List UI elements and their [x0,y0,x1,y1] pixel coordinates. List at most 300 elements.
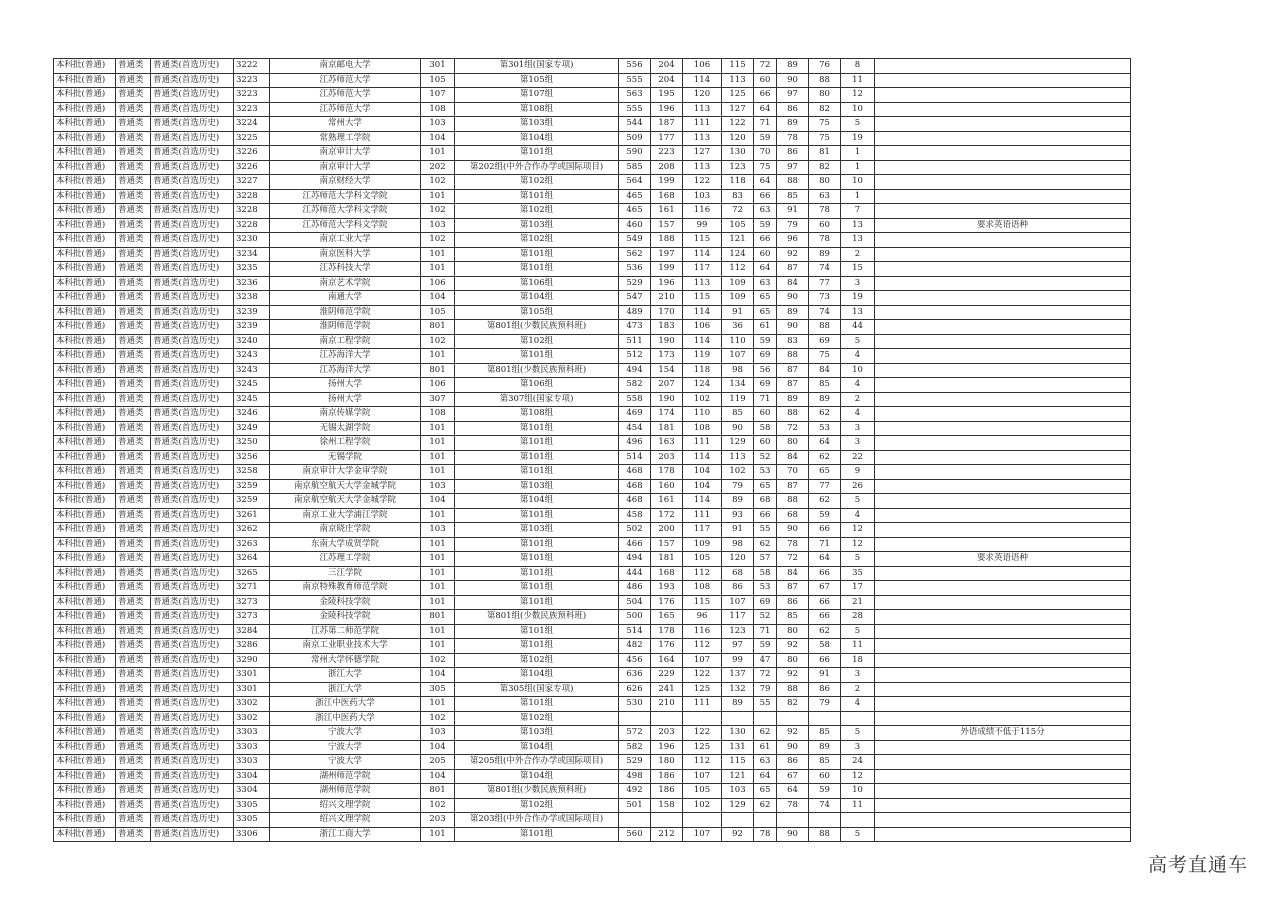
cell-c6 [809,711,841,726]
cell-group_name: 第105组 [455,73,619,88]
cell-c1: 204 [651,73,683,88]
cell-category: 普通类 [116,392,151,407]
cell-n: 4 [841,378,875,393]
cell-c2: 113 [683,160,722,175]
cell-c5: 78 [777,537,809,552]
cell-c2: 107 [683,827,722,842]
cell-n: 10 [841,102,875,117]
cell-note [875,160,1131,175]
cell-batch: 本科批(普通) [54,218,116,233]
cell-category: 普通类 [116,146,151,161]
cell-c6: 88 [809,827,841,842]
cell-subject: 普通类(首选历史) [151,276,234,291]
cell-group_code: 104 [421,740,455,755]
cell-c3: 107 [722,349,754,364]
cell-school: 常州大学 [270,117,421,132]
cell-c2: 99 [683,218,722,233]
cell-c4: 64 [754,769,777,784]
cell-c5: 89 [777,305,809,320]
cell-c4: 71 [754,624,777,639]
cell-code: 3227 [234,175,270,190]
cell-group_code: 104 [421,291,455,306]
cell-batch: 本科批(普通) [54,610,116,625]
cell-c6: 84 [809,363,841,378]
cell-category: 普通类 [116,508,151,523]
cell-c1: 181 [651,421,683,436]
cell-group_name: 第307组(国家专项) [455,392,619,407]
cell-school: 南京航空航天大学金城学院 [270,479,421,494]
cell-group_code: 101 [421,697,455,712]
cell-c1: 204 [651,59,683,74]
table-row [54,668,1131,683]
cell-c3: 113 [722,450,754,465]
cell-code: 3222 [234,59,270,74]
cell-group_code: 102 [421,798,455,813]
cell-c3: 91 [722,523,754,538]
cell-c5: 80 [777,653,809,668]
cell-c3: 93 [722,508,754,523]
cell-c6: 58 [809,639,841,654]
cell-min: 460 [619,218,651,233]
cell-batch: 本科批(普通) [54,204,116,219]
cell-code: 3262 [234,523,270,538]
cell-group_name: 第103组 [455,117,619,132]
cell-group_name: 第106组 [455,276,619,291]
cell-c4: 72 [754,668,777,683]
cell-c1: 180 [651,755,683,770]
cell-subject: 普通类(首选历史) [151,305,234,320]
cell-group_code: 103 [421,117,455,132]
table-row [54,595,1131,610]
cell-min: 530 [619,697,651,712]
cell-c2: 107 [683,769,722,784]
cell-c3: 90 [722,421,754,436]
cell-min [619,711,651,726]
cell-n: 4 [841,349,875,364]
cell-n: 13 [841,218,875,233]
table-row [54,160,1131,175]
cell-group_name: 第101组 [455,262,619,277]
cell-school: 徐州工程学院 [270,436,421,451]
cell-group_code: 106 [421,378,455,393]
cell-c5: 96 [777,233,809,248]
cell-c1: 241 [651,682,683,697]
cell-school: 江苏第二师范学院 [270,624,421,639]
cell-c4: 59 [754,334,777,349]
cell-c2: 112 [683,566,722,581]
cell-note [875,668,1131,683]
cell-group_name: 第107组 [455,88,619,103]
cell-category: 普通类 [116,349,151,364]
cell-batch: 本科批(普通) [54,653,116,668]
cell-c6: 66 [809,610,841,625]
cell-c4 [754,711,777,726]
cell-n: 5 [841,117,875,132]
cell-subject: 普通类(首选历史) [151,465,234,480]
cell-batch: 本科批(普通) [54,566,116,581]
cell-school: 金陵科技学院 [270,595,421,610]
cell-code: 3284 [234,624,270,639]
cell-min: 502 [619,523,651,538]
cell-c2: 116 [683,204,722,219]
cell-min: 536 [619,262,651,277]
cell-c2: 118 [683,363,722,378]
cell-c5: 86 [777,146,809,161]
cell-batch: 本科批(普通) [54,189,116,204]
cell-school: 湖州师范学院 [270,769,421,784]
cell-code: 3303 [234,755,270,770]
cell-c5: 88 [777,682,809,697]
cell-batch: 本科批(普通) [54,436,116,451]
cell-category: 普通类 [116,537,151,552]
cell-c6: 86 [809,682,841,697]
cell-category: 普通类 [116,175,151,190]
table-row [54,334,1131,349]
cell-min: 468 [619,465,651,480]
cell-group_name: 第202组(中外合作办学或国际项目) [455,160,619,175]
cell-c5: 87 [777,378,809,393]
cell-c1: 170 [651,305,683,320]
cell-c6: 77 [809,276,841,291]
cell-c2: 105 [683,784,722,799]
cell-code: 3238 [234,291,270,306]
table-row [54,624,1131,639]
cell-batch: 本科批(普通) [54,117,116,132]
cell-note [875,610,1131,625]
cell-c3: 89 [722,494,754,509]
cell-c4: 72 [754,59,777,74]
cell-c2: 114 [683,334,722,349]
cell-c6: 89 [809,740,841,755]
cell-c4: 71 [754,117,777,132]
cell-batch: 本科批(普通) [54,624,116,639]
cell-c5: 88 [777,494,809,509]
cell-batch: 本科批(普通) [54,711,116,726]
cell-subject: 普通类(首选历史) [151,334,234,349]
table-row [54,131,1131,146]
cell-group_name: 第101组 [455,146,619,161]
cell-subject: 普通类(首选历史) [151,740,234,755]
cell-n: 5 [841,552,875,567]
cell-c5: 87 [777,262,809,277]
cell-c2: 109 [683,537,722,552]
cell-c2: 114 [683,450,722,465]
cell-subject: 普通类(首选历史) [151,102,234,117]
cell-c2: 106 [683,59,722,74]
cell-code: 3228 [234,204,270,219]
cell-c4: 59 [754,639,777,654]
cell-group_name: 第108组 [455,102,619,117]
cell-group_code: 101 [421,595,455,610]
cell-n: 24 [841,755,875,770]
cell-category: 普通类 [116,769,151,784]
cell-c3: 36 [722,320,754,335]
table-row [54,247,1131,262]
cell-note [875,494,1131,509]
cell-category: 普通类 [116,204,151,219]
cell-c3: 120 [722,131,754,146]
watermark-text: 高考直通车 [1147,854,1248,876]
cell-subject: 普通类(首选历史) [151,697,234,712]
cell-c5: 89 [777,59,809,74]
cell-note [875,392,1131,407]
cell-batch: 本科批(普通) [54,363,116,378]
cell-c3: 105 [722,218,754,233]
cell-group_name: 第103组 [455,218,619,233]
table-row [54,276,1131,291]
cell-c2: 120 [683,88,722,103]
cell-c4: 65 [754,291,777,306]
cell-c1: 195 [651,88,683,103]
table-row [54,421,1131,436]
cell-c6: 66 [809,653,841,668]
table-row [54,392,1131,407]
cell-c3: 127 [722,102,754,117]
cell-subject: 普通类(首选历史) [151,755,234,770]
cell-c4: 60 [754,247,777,262]
cell-min: 562 [619,247,651,262]
cell-c4: 60 [754,436,777,451]
cell-code: 3304 [234,769,270,784]
cell-group_name: 第102组 [455,334,619,349]
cell-group_code: 103 [421,218,455,233]
cell-c6: 67 [809,581,841,596]
cell-c5 [777,813,809,828]
cell-code: 3228 [234,218,270,233]
cell-batch: 本科批(普通) [54,552,116,567]
cell-c1: 196 [651,740,683,755]
cell-subject: 普通类(首选历史) [151,537,234,552]
cell-min: 590 [619,146,651,161]
cell-group_code: 101 [421,537,455,552]
cell-c5: 80 [777,624,809,639]
cell-group_code: 108 [421,102,455,117]
cell-school: 宁波大学 [270,740,421,755]
cell-category: 普通类 [116,233,151,248]
cell-c2: 104 [683,479,722,494]
cell-c6: 65 [809,465,841,480]
cell-c1: 207 [651,378,683,393]
cell-batch: 本科批(普通) [54,537,116,552]
cell-category: 普通类 [116,697,151,712]
cell-c4: 65 [754,784,777,799]
cell-school: 江苏师范大学科文学院 [270,204,421,219]
cell-c4: 78 [754,827,777,842]
cell-school: 南京艺术学院 [270,276,421,291]
cell-category: 普通类 [116,755,151,770]
cell-c5: 91 [777,204,809,219]
cell-school: 南京晓庄学院 [270,523,421,538]
cell-batch: 本科批(普通) [54,102,116,117]
cell-c4: 70 [754,146,777,161]
cell-subject: 普通类(首选历史) [151,363,234,378]
cell-n: 4 [841,407,875,422]
cell-batch: 本科批(普通) [54,262,116,277]
cell-c5: 87 [777,479,809,494]
cell-c6: 80 [809,175,841,190]
cell-c1: 168 [651,189,683,204]
cell-c4: 62 [754,537,777,552]
cell-c5: 92 [777,726,809,741]
cell-subject: 普通类(首选历史) [151,711,234,726]
cell-category: 普通类 [116,784,151,799]
cell-batch: 本科批(普通) [54,175,116,190]
cell-group_name: 第101组 [455,537,619,552]
cell-category: 普通类 [116,218,151,233]
table-row [54,639,1131,654]
cell-c4: 61 [754,320,777,335]
cell-category: 普通类 [116,131,151,146]
cell-code: 3225 [234,131,270,146]
cell-c6: 63 [809,189,841,204]
cell-school: 江苏师范大学 [270,88,421,103]
cell-c5: 87 [777,581,809,596]
cell-c4: 47 [754,653,777,668]
cell-batch: 本科批(普通) [54,784,116,799]
cell-c4: 75 [754,160,777,175]
cell-c6: 89 [809,247,841,262]
cell-group_code: 103 [421,726,455,741]
cell-group_code: 801 [421,610,455,625]
cell-group_name: 第104组 [455,494,619,509]
cell-min: 512 [619,349,651,364]
cell-c1: 203 [651,726,683,741]
cell-c1: 190 [651,334,683,349]
cell-group_code: 205 [421,755,455,770]
cell-category: 普通类 [116,102,151,117]
cell-c1: 178 [651,465,683,480]
cell-n: 13 [841,233,875,248]
cell-c6: 80 [809,88,841,103]
cell-category: 普通类 [116,595,151,610]
cell-n: 5 [841,624,875,639]
table-row [54,653,1131,668]
cell-batch: 本科批(普通) [54,233,116,248]
cell-batch: 本科批(普通) [54,378,116,393]
cell-c1: 186 [651,769,683,784]
cell-group_code: 101 [421,465,455,480]
cell-group_code: 801 [421,363,455,378]
cell-min: 558 [619,392,651,407]
cell-subject: 普通类(首选历史) [151,523,234,538]
cell-group_name: 第801组(少数民族预科班) [455,610,619,625]
cell-batch: 本科批(普通) [54,595,116,610]
cell-c3: 115 [722,59,754,74]
cell-batch: 本科批(普通) [54,160,116,175]
cell-c5: 88 [777,349,809,364]
cell-c2: 114 [683,73,722,88]
cell-subject: 普通类(首选历史) [151,653,234,668]
cell-school: 南京传媒学院 [270,407,421,422]
cell-n: 11 [841,73,875,88]
cell-c3: 134 [722,378,754,393]
cell-school: 常州大学怀德学院 [270,653,421,668]
cell-c4: 57 [754,552,777,567]
cell-group_code: 101 [421,349,455,364]
cell-n: 5 [841,334,875,349]
cell-c2: 102 [683,392,722,407]
cell-min: 482 [619,639,651,654]
cell-c5: 89 [777,117,809,132]
cell-batch: 本科批(普通) [54,798,116,813]
cell-c2: 111 [683,117,722,132]
table-body [54,59,1131,842]
cell-subject: 普通类(首选历史) [151,320,234,335]
cell-school: 南京邮电大学 [270,59,421,74]
cell-c2: 112 [683,755,722,770]
cell-code: 3239 [234,320,270,335]
cell-c1 [651,711,683,726]
cell-group_name: 第101组 [455,189,619,204]
table-row [54,73,1131,88]
cell-c5: 78 [777,131,809,146]
cell-subject: 普通类(首选历史) [151,798,234,813]
cell-min: 555 [619,73,651,88]
cell-group_code: 101 [421,566,455,581]
cell-code: 3273 [234,610,270,625]
cell-note [875,146,1131,161]
cell-school: 无锡太湖学院 [270,421,421,436]
cell-group_code: 102 [421,233,455,248]
cell-batch: 本科批(普通) [54,146,116,161]
cell-code: 3224 [234,117,270,132]
cell-n: 15 [841,262,875,277]
cell-c6: 78 [809,233,841,248]
cell-subject: 普通类(首选历史) [151,436,234,451]
cell-subject: 普通类(首选历史) [151,494,234,509]
cell-category: 普通类 [116,653,151,668]
cell-batch: 本科批(普通) [54,479,116,494]
cell-group_code: 103 [421,479,455,494]
cell-category: 普通类 [116,305,151,320]
cell-c1: 212 [651,827,683,842]
cell-c1: 157 [651,218,683,233]
cell-c6: 88 [809,320,841,335]
cell-category: 普通类 [116,59,151,74]
cell-n: 5 [841,726,875,741]
cell-school: 常熟理工学院 [270,131,421,146]
cell-code: 3228 [234,189,270,204]
cell-group_code: 102 [421,653,455,668]
cell-group_code: 104 [421,668,455,683]
cell-c3: 130 [722,146,754,161]
cell-code: 3258 [234,465,270,480]
cell-note: 要求英语语种 [875,552,1131,567]
cell-c1: 200 [651,523,683,538]
cell-c1: 158 [651,798,683,813]
cell-category: 普通类 [116,378,151,393]
cell-group_code: 102 [421,711,455,726]
cell-c4: 79 [754,682,777,697]
cell-batch: 本科批(普通) [54,523,116,538]
cell-c4 [754,813,777,828]
cell-group_name: 第101组 [455,349,619,364]
cell-note [875,436,1131,451]
cell-group_name: 第205组(中外合作办学或国际项目) [455,755,619,770]
cell-min: 444 [619,566,651,581]
cell-c5: 72 [777,552,809,567]
cell-batch: 本科批(普通) [54,697,116,712]
cell-code: 3301 [234,668,270,683]
cell-c1: 173 [651,349,683,364]
cell-c3: 102 [722,465,754,480]
cell-n: 3 [841,421,875,436]
cell-c5: 86 [777,755,809,770]
cell-c3: 112 [722,262,754,277]
cell-c3: 89 [722,697,754,712]
cell-subject: 普通类(首选历史) [151,610,234,625]
cell-code: 3223 [234,102,270,117]
